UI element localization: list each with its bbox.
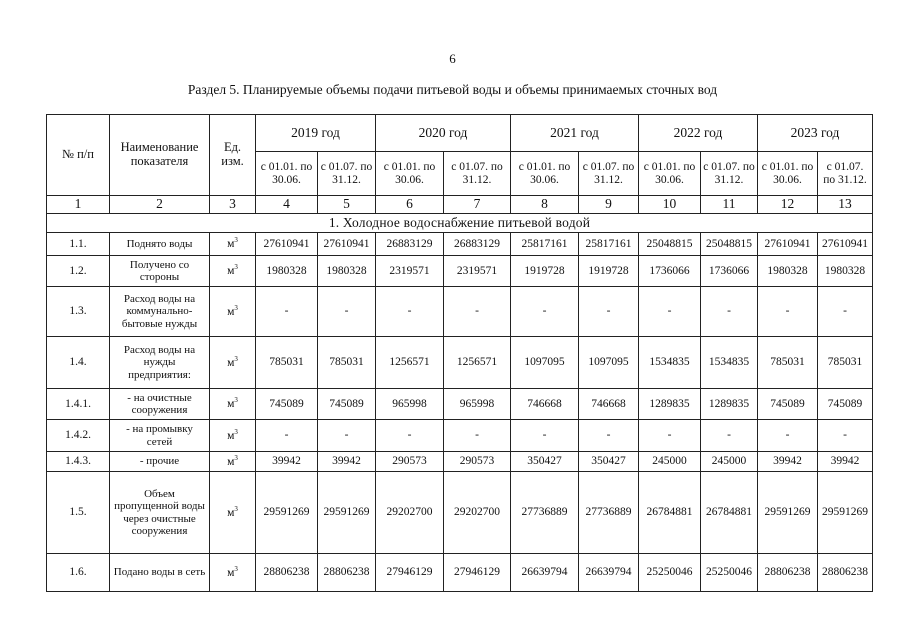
value-cell: 290573 <box>376 452 444 472</box>
row-unit <box>210 233 256 256</box>
value-cell: 25250046 <box>639 554 701 592</box>
value-cell: 1980328 <box>256 256 318 287</box>
column-number-row <box>47 196 873 214</box>
unit-base: м <box>227 398 235 411</box>
unit-exponent: 3 <box>234 427 238 436</box>
value-cell: - <box>256 420 318 452</box>
column-number: 2 <box>110 196 210 214</box>
value-cell: 28806238 <box>256 554 318 592</box>
header-year: 2021 год <box>511 115 639 152</box>
column-number: 9 <box>579 196 639 214</box>
value-cell: 350427 <box>511 452 579 472</box>
value-cell: 26639794 <box>579 554 639 592</box>
unit-exponent: 3 <box>234 564 238 573</box>
column-number: 5 <box>318 196 376 214</box>
header-year: 2023 год <box>758 115 873 152</box>
value-cell: 26784881 <box>701 472 758 554</box>
value-cell: 27736889 <box>579 472 639 554</box>
section-title: Раздел 5. Планируемые объемы подачи питьевой воды и объемы принимаемых сточных вод <box>187 82 718 97</box>
table-row <box>47 420 873 452</box>
value-cell: - <box>639 287 701 337</box>
value-cell: - <box>376 420 444 452</box>
value-cell: 1289835 <box>639 389 701 420</box>
header-period-second-half: с 01.07. по 31.12. <box>579 152 639 196</box>
header-indicator-name: Наименование показателя <box>110 115 210 196</box>
row-indicator-name: - прочие <box>110 452 210 472</box>
row-code: 1.4.2. <box>47 420 110 452</box>
value-cell: 1097095 <box>579 337 639 389</box>
value-cell: 745089 <box>256 389 318 420</box>
water-volume-table <box>46 114 873 592</box>
header-period-first-half: с 01.01. по 30.06. <box>256 152 318 196</box>
header-period-first-half: с 01.01. по 30.06. <box>511 152 579 196</box>
column-number: 1 <box>47 196 110 214</box>
row-code: 1.2. <box>47 256 110 287</box>
unit-base: м <box>227 455 235 468</box>
value-cell: 28806238 <box>818 554 873 592</box>
value-cell: - <box>444 420 511 452</box>
value-cell: 245000 <box>639 452 701 472</box>
column-number: 7 <box>444 196 511 214</box>
table-row <box>47 472 873 554</box>
row-code: 1.3. <box>47 287 110 337</box>
value-cell: - <box>511 420 579 452</box>
value-cell: 27610941 <box>758 233 818 256</box>
value-cell: 290573 <box>444 452 511 472</box>
group-title: 1. Холодное водоснабжение питьевой водой <box>47 214 873 233</box>
header-period-first-half: с 01.01. по 30.06. <box>758 152 818 196</box>
value-cell: 25817161 <box>579 233 639 256</box>
value-cell: - <box>444 287 511 337</box>
value-cell: 785031 <box>818 337 873 389</box>
value-cell: 1097095 <box>511 337 579 389</box>
value-cell: 965998 <box>444 389 511 420</box>
value-cell: - <box>758 420 818 452</box>
value-cell: 25817161 <box>511 233 579 256</box>
value-cell: 2319571 <box>444 256 511 287</box>
value-cell: - <box>318 287 376 337</box>
value-cell: 27610941 <box>818 233 873 256</box>
value-cell: 27736889 <box>511 472 579 554</box>
row-unit <box>210 554 256 592</box>
unit-exponent: 3 <box>234 263 238 272</box>
value-cell: 1980328 <box>818 256 873 287</box>
value-cell: 29591269 <box>318 472 376 554</box>
header-period-second-half: с 01.07. по 31.12. <box>701 152 758 196</box>
value-cell: 29591269 <box>758 472 818 554</box>
row-indicator-name: Подано воды в сеть <box>110 554 210 592</box>
header-period-second-half: с 01.07. по 31.12. <box>818 152 873 196</box>
value-cell: 29591269 <box>256 472 318 554</box>
unit-base: м <box>227 305 235 318</box>
value-cell: - <box>511 287 579 337</box>
value-cell: 965998 <box>376 389 444 420</box>
value-cell: 28806238 <box>318 554 376 592</box>
unit-base: м <box>227 506 235 519</box>
row-code: 1.4.1. <box>47 389 110 420</box>
row-indicator-name: - на промывку сетей <box>110 420 210 452</box>
column-number: 10 <box>639 196 701 214</box>
value-cell: - <box>758 287 818 337</box>
value-cell: - <box>256 287 318 337</box>
table-row <box>47 389 873 420</box>
value-cell: 785031 <box>256 337 318 389</box>
table-row <box>47 554 873 592</box>
column-number: 12 <box>758 196 818 214</box>
table-row <box>47 337 873 389</box>
row-indicator-name: Расход воды на нужды предприятия: <box>110 337 210 389</box>
header-number: № п/п <box>47 115 110 196</box>
value-cell: 39942 <box>256 452 318 472</box>
table-row <box>47 233 873 256</box>
value-cell: 27946129 <box>376 554 444 592</box>
value-cell: 1534835 <box>701 337 758 389</box>
table-row <box>47 287 873 337</box>
header-year: 2022 год <box>639 115 758 152</box>
value-cell: - <box>579 420 639 452</box>
value-cell: 745089 <box>818 389 873 420</box>
value-cell: - <box>376 287 444 337</box>
value-cell: 745089 <box>318 389 376 420</box>
row-unit <box>210 389 256 420</box>
unit-exponent: 3 <box>234 303 238 312</box>
value-cell: 27610941 <box>256 233 318 256</box>
value-cell: - <box>818 420 873 452</box>
unit-exponent: 3 <box>234 504 238 513</box>
unit-base: м <box>227 566 235 579</box>
header-period-second-half: с 01.07. по 31.12. <box>444 152 511 196</box>
value-cell: 1736066 <box>639 256 701 287</box>
group-row <box>47 214 873 233</box>
value-cell: - <box>818 287 873 337</box>
row-code: 1.1. <box>47 233 110 256</box>
column-number: 4 <box>256 196 318 214</box>
header-period-second-half: с 01.07. по 31.12. <box>318 152 376 196</box>
column-number: 3 <box>210 196 256 214</box>
row-unit <box>210 287 256 337</box>
value-cell: - <box>701 287 758 337</box>
row-unit <box>210 337 256 389</box>
value-cell: 746668 <box>579 389 639 420</box>
value-cell: 1980328 <box>318 256 376 287</box>
value-cell: - <box>318 420 376 452</box>
value-cell: 745089 <box>758 389 818 420</box>
value-cell: 1289835 <box>701 389 758 420</box>
unit-base: м <box>227 356 235 369</box>
unit-base: м <box>227 429 235 442</box>
table-row <box>47 256 873 287</box>
row-unit <box>210 452 256 472</box>
value-cell: 785031 <box>758 337 818 389</box>
unit-exponent: 3 <box>234 396 238 405</box>
value-cell: 29591269 <box>818 472 873 554</box>
value-cell: - <box>579 287 639 337</box>
value-cell: 1534835 <box>639 337 701 389</box>
row-indicator-name: Получено со стороны <box>110 256 210 287</box>
value-cell: 26639794 <box>511 554 579 592</box>
table-row <box>47 452 873 472</box>
value-cell: 39942 <box>758 452 818 472</box>
value-cell: 39942 <box>818 452 873 472</box>
value-cell: 25048815 <box>701 233 758 256</box>
value-cell: 39942 <box>318 452 376 472</box>
unit-exponent: 3 <box>234 354 238 363</box>
row-indicator-name: Расход воды на коммунально-бытовые нужды <box>110 287 210 337</box>
value-cell: 245000 <box>701 452 758 472</box>
column-number: 8 <box>511 196 579 214</box>
row-code: 1.4. <box>47 337 110 389</box>
column-number: 11 <box>701 196 758 214</box>
row-unit <box>210 256 256 287</box>
value-cell: 28806238 <box>758 554 818 592</box>
page-number: 6 <box>449 51 456 66</box>
value-cell: 27610941 <box>318 233 376 256</box>
value-cell: 1256571 <box>444 337 511 389</box>
row-unit <box>210 472 256 554</box>
row-indicator-name: Поднято воды <box>110 233 210 256</box>
unit-base: м <box>227 265 235 278</box>
value-cell: - <box>701 420 758 452</box>
value-cell: 26883129 <box>444 233 511 256</box>
column-number: 13 <box>818 196 873 214</box>
row-unit <box>210 420 256 452</box>
value-cell: 27946129 <box>444 554 511 592</box>
value-cell: 26784881 <box>639 472 701 554</box>
value-cell: 785031 <box>318 337 376 389</box>
header-unit: Ед. изм. <box>210 115 256 196</box>
value-cell: 1919728 <box>579 256 639 287</box>
value-cell: 29202700 <box>376 472 444 554</box>
unit-base: м <box>227 238 235 251</box>
value-cell: 1736066 <box>701 256 758 287</box>
row-indicator-name: - на очистные сооружения <box>110 389 210 420</box>
value-cell: 1980328 <box>758 256 818 287</box>
header-year: 2019 год <box>256 115 376 152</box>
value-cell: 1919728 <box>511 256 579 287</box>
unit-exponent: 3 <box>234 453 238 462</box>
value-cell: 746668 <box>511 389 579 420</box>
header-period-first-half: с 01.01. по 30.06. <box>639 152 701 196</box>
value-cell: 25250046 <box>701 554 758 592</box>
row-code: 1.5. <box>47 472 110 554</box>
value-cell: 1256571 <box>376 337 444 389</box>
value-cell: 29202700 <box>444 472 511 554</box>
value-cell: - <box>639 420 701 452</box>
header-period-first-half: с 01.01. по 30.06. <box>376 152 444 196</box>
row-indicator-name: Объем пропущенной воды через очистные сооружения <box>110 472 210 554</box>
value-cell: 25048815 <box>639 233 701 256</box>
header-year: 2020 год <box>376 115 511 152</box>
header-row-years <box>47 115 873 152</box>
value-cell: 2319571 <box>376 256 444 287</box>
value-cell: 350427 <box>579 452 639 472</box>
column-number: 6 <box>376 196 444 214</box>
row-code: 1.6. <box>47 554 110 592</box>
row-code: 1.4.3. <box>47 452 110 472</box>
value-cell: 26883129 <box>376 233 444 256</box>
unit-exponent: 3 <box>234 236 238 245</box>
